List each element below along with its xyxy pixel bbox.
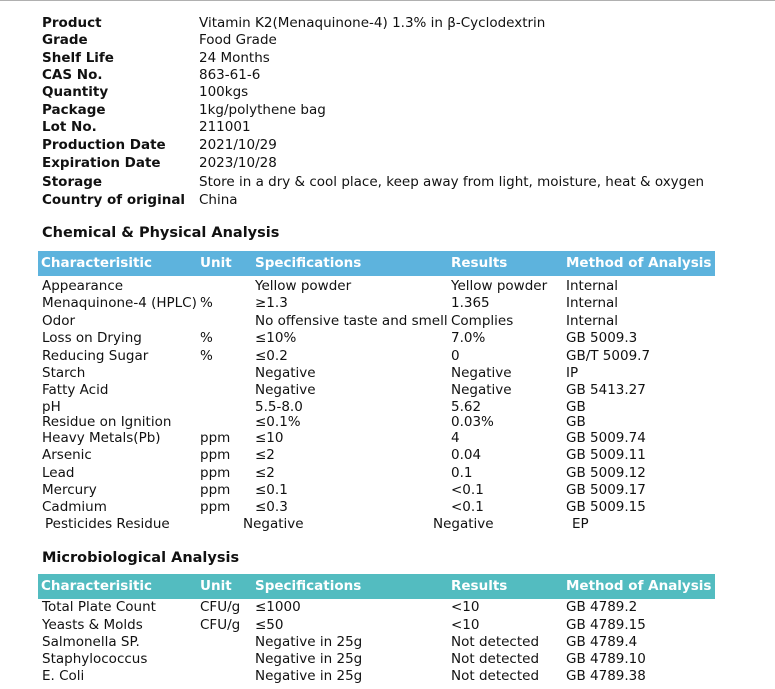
cell-specification: Negative [255, 365, 316, 381]
cell-result: 4 [451, 430, 460, 446]
micro-section-title: Microbiological Analysis [42, 550, 240, 566]
cell-characteristic: Salmonella SP. [42, 634, 140, 650]
cell-characteristic: Mercury [42, 482, 97, 498]
cell-characteristic: Loss on Drying [42, 330, 142, 346]
cell-unit: ppm [200, 447, 231, 463]
table-row [0, 599, 775, 616]
cell-characteristic: Lead [42, 465, 75, 481]
cell-unit: ppm [200, 465, 231, 481]
cell-unit: ppm [200, 482, 231, 498]
chemical-table-header [38, 251, 715, 276]
cell-result: 0.1 [451, 465, 473, 481]
header-specifications: Specifications [255, 578, 362, 594]
cell-result: 0.04 [451, 447, 482, 463]
table-row [0, 295, 775, 312]
cell-specification: ≥1.3 [255, 295, 288, 311]
table-row [0, 651, 775, 668]
cell-method: GB [566, 414, 586, 430]
chemical-section-title: Chemical & Physical Analysis [42, 225, 280, 241]
cell-method: GB/T 5009.7 [566, 348, 651, 364]
cell-method: GB 5009.3 [566, 330, 638, 346]
cell-result: <10 [451, 599, 480, 615]
cell-unit: % [200, 295, 213, 311]
header-unit: Unit [200, 255, 232, 271]
cell-characteristic: Fatty Acid [42, 382, 109, 398]
cell-result: Not detected [451, 634, 540, 650]
cell-method: GB 5009.11 [566, 447, 646, 463]
table-row [0, 278, 775, 295]
cell-method: GB 4789.2 [566, 599, 638, 615]
cell-specification: ≤2 [255, 447, 275, 463]
micro-table-header [38, 574, 715, 599]
cell-method: GB 4789.10 [566, 651, 646, 667]
cell-specification: 5.5-8.0 [255, 399, 303, 415]
cell-characteristic: Residue on Ignition [42, 414, 172, 430]
cell-specification: Yellow powder [255, 278, 352, 294]
cell-specification: ≤10% [255, 330, 297, 346]
cell-method: IP [566, 365, 579, 381]
cell-result: <10 [451, 617, 480, 633]
cell-result: 0.03% [451, 414, 494, 430]
cell-result: 0 [451, 348, 460, 364]
cell-unit: CFU/g [200, 617, 241, 633]
cell-specification: ≤1000 [255, 599, 301, 615]
cell-unit: % [200, 348, 213, 364]
cell-method: GB 4789.38 [566, 668, 646, 684]
cell-characteristic: Staphylococcus [42, 651, 148, 667]
cell-characteristic: Yeasts & Molds [42, 617, 143, 633]
cell-specification: ≤0.1% [255, 414, 301, 430]
cell-method: Internal [566, 278, 619, 294]
cell-unit: ppm [200, 430, 231, 446]
table-row [0, 414, 775, 431]
cell-unit: ppm [200, 499, 231, 515]
cell-characteristic: Cadmium [42, 499, 107, 515]
table-row [0, 499, 775, 516]
cell-method: GB 5009.17 [566, 482, 646, 498]
cell-result: Complies [451, 313, 514, 329]
cell-characteristic: Reducing Sugar [42, 348, 149, 364]
table-row [0, 634, 775, 651]
cell-specification: Negative in 25g [255, 651, 363, 667]
cell-result: Not detected [451, 651, 540, 667]
cell-method: GB 5009.12 [566, 465, 646, 481]
cell-characteristic: Odor [42, 313, 76, 329]
cell-method: EP [572, 516, 589, 532]
header-characteristic: Characterisitic [41, 578, 153, 594]
cell-characteristic: Appearance [42, 278, 124, 294]
table-row [0, 313, 775, 330]
header-results: Results [451, 255, 508, 271]
cell-method: Internal [566, 295, 619, 311]
cell-specification: No offensive taste and smell [255, 313, 448, 329]
cell-specification: Negative [255, 382, 316, 398]
table-row [0, 516, 775, 533]
cell-specification: Negative [243, 516, 304, 532]
table-row [0, 382, 775, 399]
table-row [0, 617, 775, 634]
cell-specification: ≤0.1 [255, 482, 288, 498]
cell-specification: ≤0.3 [255, 499, 288, 515]
table-row [0, 330, 775, 347]
cell-result: <0.1 [451, 482, 484, 498]
cell-method: GB 5009.15 [566, 499, 646, 515]
header-unit: Unit [200, 578, 232, 594]
cell-characteristic: Total Plate Count [42, 599, 156, 615]
cell-method: GB 5009.74 [566, 430, 646, 446]
header-characteristic: Characterisitic [41, 255, 153, 271]
header-method: Method of Analysis [566, 578, 712, 594]
cell-characteristic: Menaquinone-4 (HPLC) [42, 295, 197, 311]
cell-specification: ≤50 [255, 617, 284, 633]
cell-characteristic: E. Coli [42, 668, 85, 684]
table-row [0, 348, 775, 365]
cell-specification: Negative in 25g [255, 668, 363, 684]
cell-result: 5.62 [451, 399, 482, 415]
cell-result: Not detected [451, 668, 540, 684]
table-row [0, 465, 775, 482]
table-row [0, 482, 775, 499]
cell-method: Internal [566, 313, 619, 329]
cell-characteristic: Arsenic [42, 447, 92, 463]
table-row [0, 447, 775, 464]
table-row [0, 365, 775, 382]
cell-method: GB [566, 399, 586, 415]
cell-result: Negative [433, 516, 494, 532]
cell-specification: ≤0.2 [255, 348, 288, 364]
cell-characteristic: Heavy Metals(Pb) [42, 430, 161, 446]
table-row [0, 668, 775, 685]
cell-specification: Negative in 25g [255, 634, 363, 650]
table-row [0, 430, 775, 447]
top-border [0, 0, 775, 1]
cell-unit: CFU/g [200, 599, 241, 615]
cell-characteristic: Pesticides Residue [45, 516, 170, 532]
cell-method: GB 4789.15 [566, 617, 646, 633]
header-specifications: Specifications [255, 255, 362, 271]
cell-result: <0.1 [451, 499, 484, 515]
cell-method: GB 5413.27 [566, 382, 646, 398]
cell-specification: ≤10 [255, 430, 284, 446]
cell-characteristic: Starch [42, 365, 86, 381]
cell-method: GB 4789.4 [566, 634, 638, 650]
cell-result: 1.365 [451, 295, 490, 311]
cell-specification: ≤2 [255, 465, 275, 481]
cell-unit: % [200, 330, 213, 346]
cell-result: Negative [451, 365, 512, 381]
cell-result: Yellow powder [451, 278, 548, 294]
header-results: Results [451, 578, 508, 594]
cell-result: Negative [451, 382, 512, 398]
cell-characteristic: pH [42, 399, 61, 415]
cell-result: 7.0% [451, 330, 486, 346]
header-method: Method of Analysis [566, 255, 712, 271]
